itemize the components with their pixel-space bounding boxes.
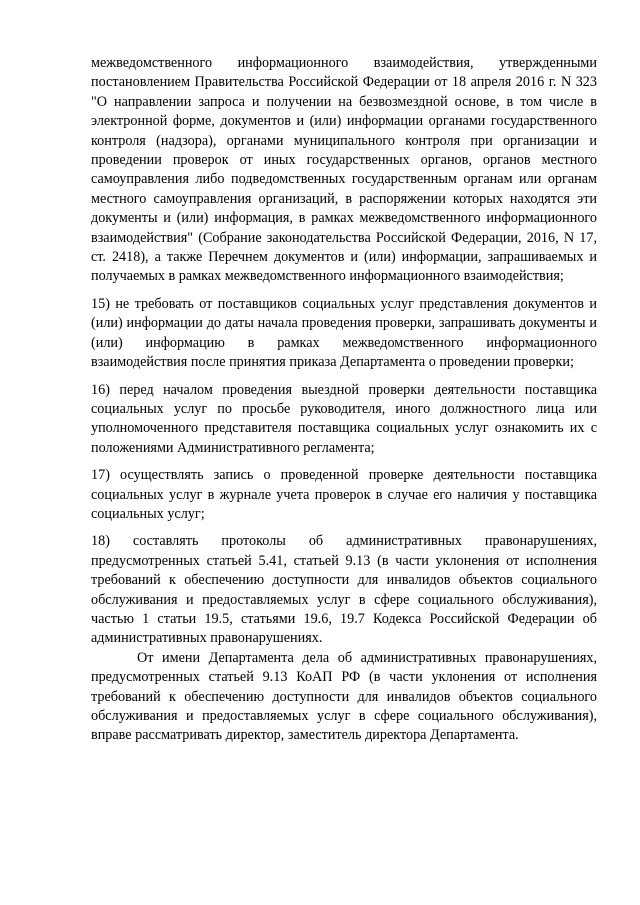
paragraph-item-17: 17) осуществлять запись о проведенной проверке деятельности поставщика социальных услуг в журнале учета проверок в случае его наличия у поставщика социальных услуг; xyxy=(91,467,597,522)
paragraph-item-15: 15) не требовать от поставщиков социальных услуг представления документов и (или) информации до даты начала проведения проверки, запрашивать документы и (или) информацию в рамках межведомственного информационного взаимодействия после принятия приказа Департамента о проведении проверки; xyxy=(91,295,597,371)
paragraph-department-authority: От имени Департамента дела об административных правонарушениях, предусмотренных статьей 9.13 КоАП РФ (в части уклонения от исполнения требований к обеспечению доступности для инвалидов объектов социального обслуживания и предоставляемых услуг в сфере социального обслуживания), вправе рассматривать директор, заместитель директора Департамента. xyxy=(91,649,597,744)
paragraph-interagency-cooperation: межведомственного информационного взаимодействия, утвержденными постановлением Правительства Российской Федерации от 18 апреля 2016 г. N 323 "О направлении запроса и получении на безвозмездной основе, в том числе в электронной форме, документов и (или) информации органами государственного контроля (надзора), органами муниципального контроля при организации и проведении проверок от иных государственных органов, органов местного самоуправления либо подведомственных государственным органам или органам местного самоуправления организаций, в распоряжении которых находятся эти документы и (или) информация, в рамках межведомственного информационного взаимодействия" (Собрание законодательства Российской Федерации, 2016, N 17, ст. 2418), а также Перечнем документов и (или) информации, запрашиваемых и получаемых в рамках межведомственного информационного взаимодействия; xyxy=(91,55,597,285)
paragraph-item-18: 18) составлять протоколы об административных правонарушениях, предусмотренных статьей 5.41, статьей 9.13 (в части уклонения от исполнения требований к обеспечению доступности для инвалидов объектов социального обслуживания и предоставляемых услуг в сфере социального обслуживания), частью 1 статьи 19.5, статьями 19.6, 19.7 Кодекса Российской Федерации об административных правонарушениях. xyxy=(91,533,597,647)
paragraph-item-16: 16) перед началом проведения выездной проверки деятельности поставщика социальных услуг по просьбе руководителя, иного должностного лица или уполномоченного представителя поставщика социальных услуг ознакомить их с положениями Административного регламента; xyxy=(91,381,597,456)
document-page xyxy=(91,54,597,746)
